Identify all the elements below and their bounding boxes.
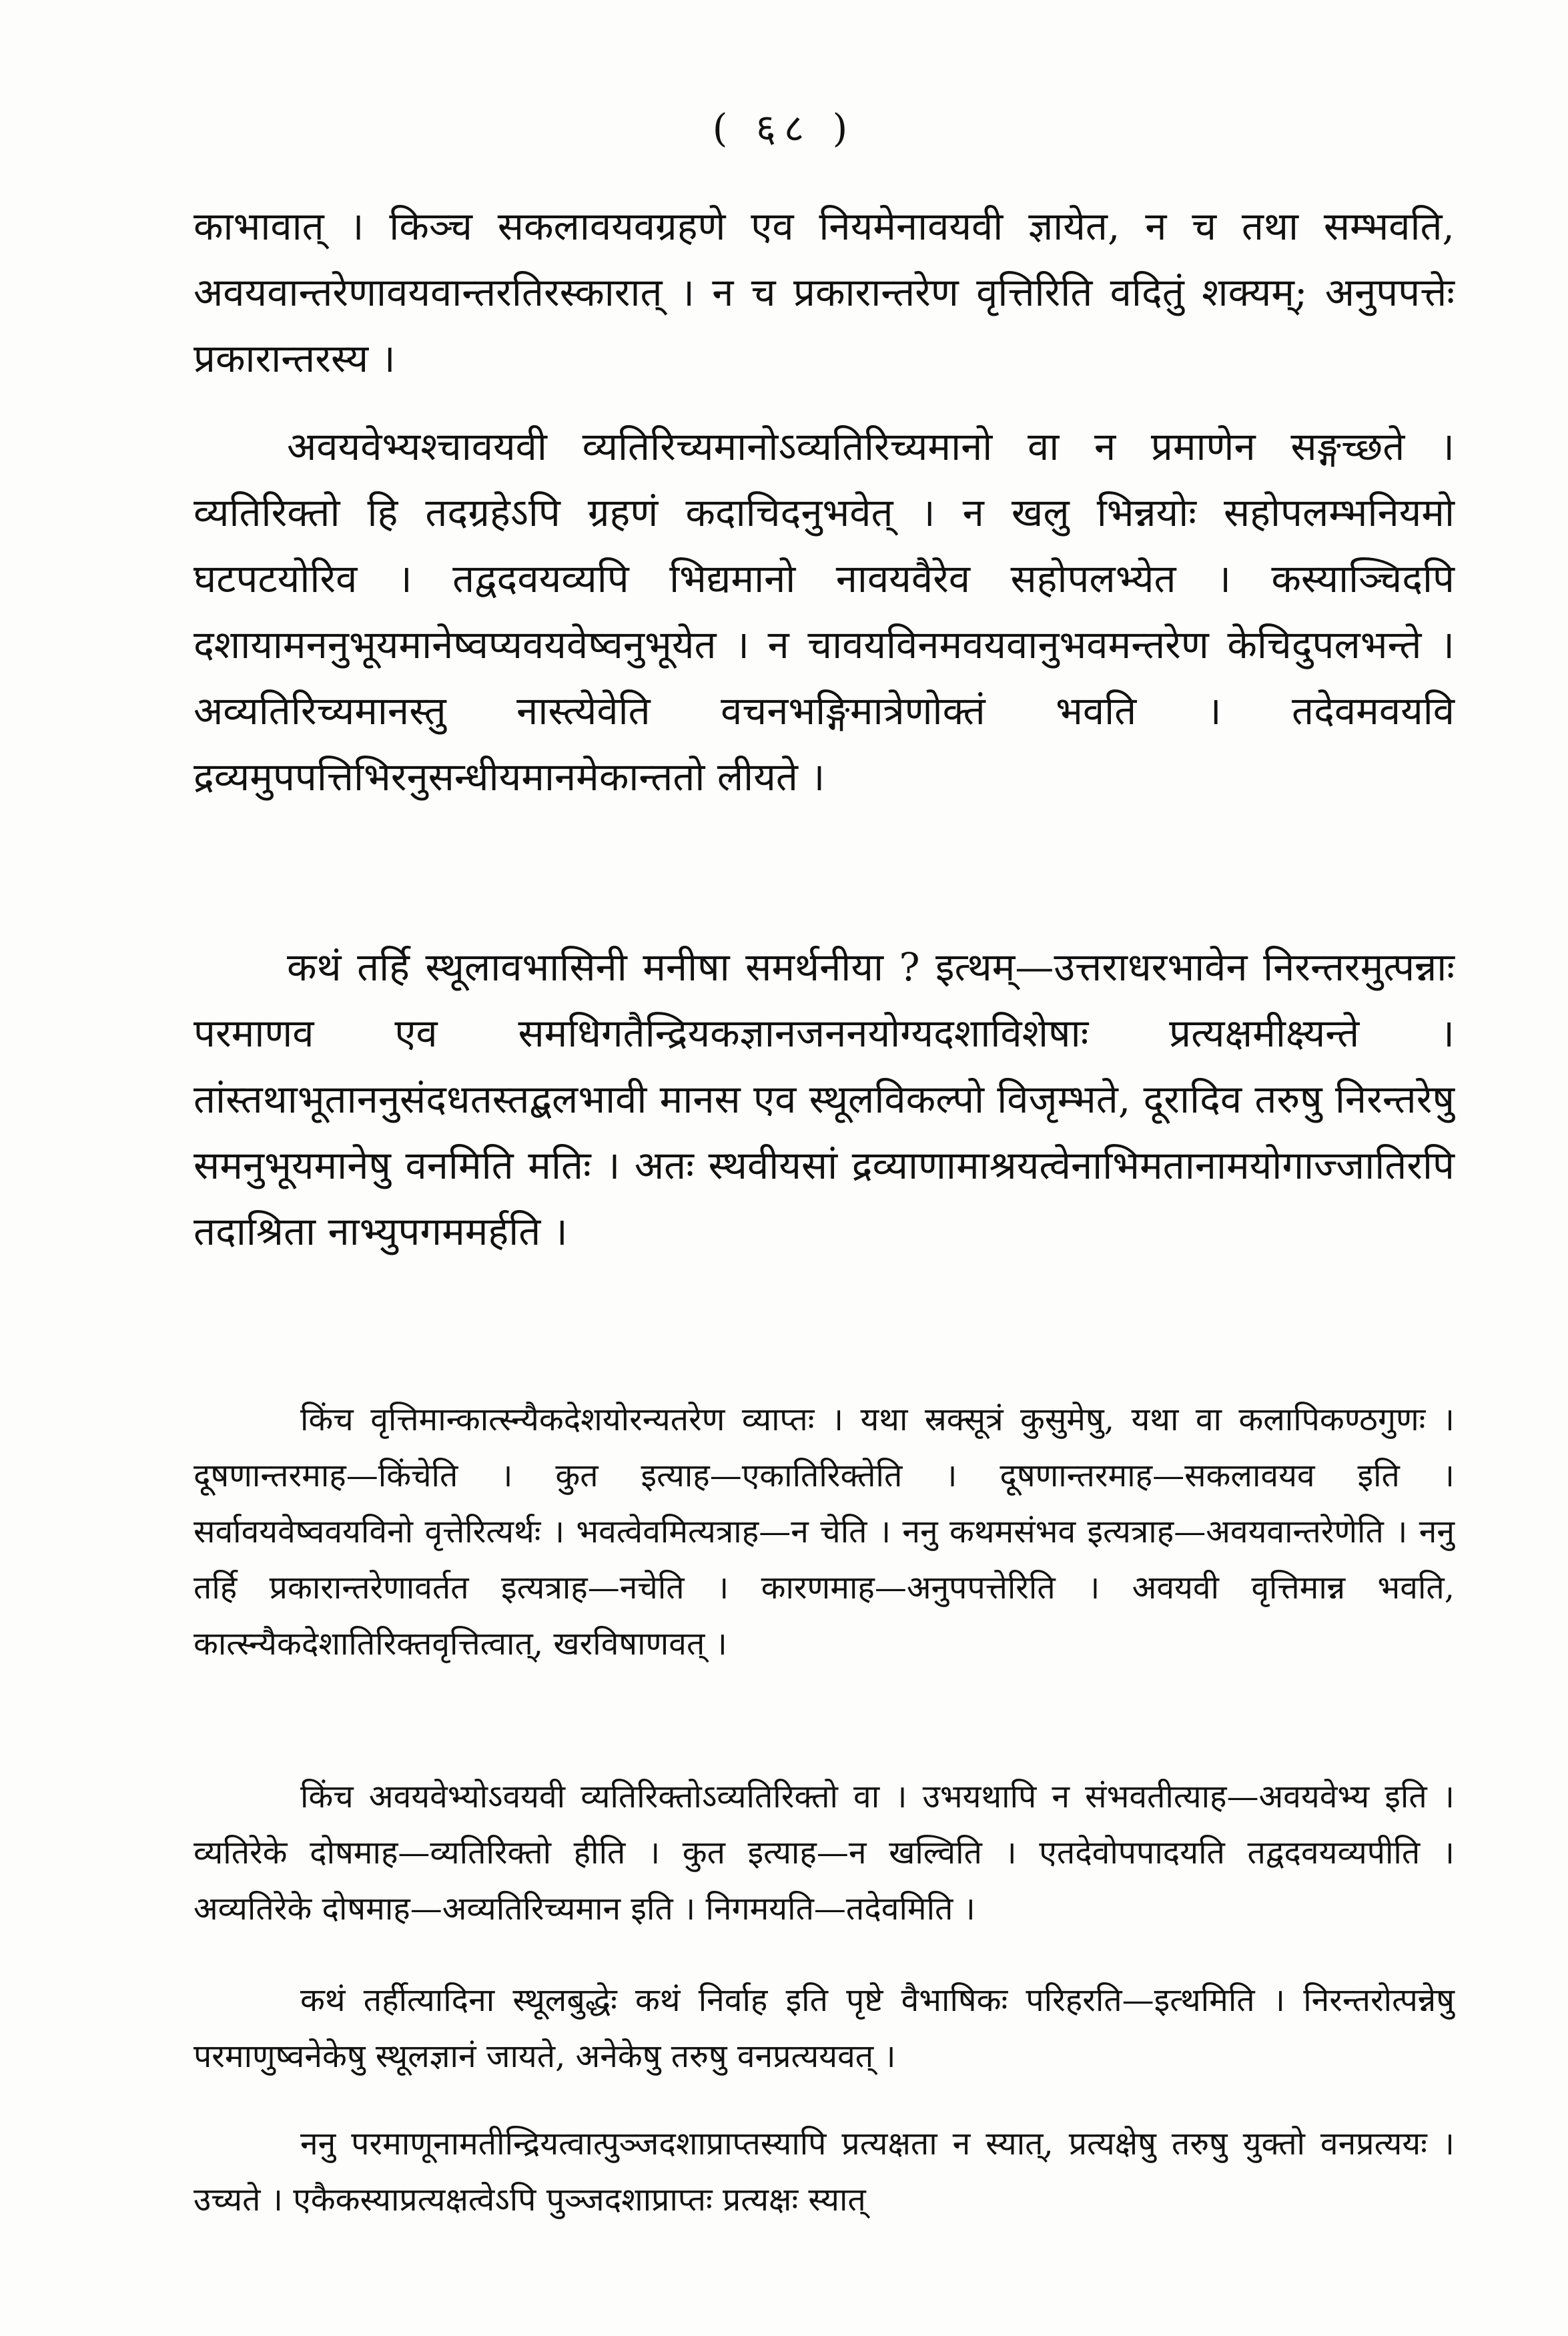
page-number: ( ६८ ) <box>712 105 856 151</box>
commentary-paragraph: ननु परमाणूनामतीन्द्रियत्वात्पुञ्जदशाप्राप्तस्यापि प्रत्यक्षता न स्यात्, प्रत्यक्षेषु तरुषु युक्तो वनप्रत्ययः । उच्यते । एकैकस्याप्रत्यक्षत्वेऽपि पुञ्जदशाप्राप्तः प्रत्यक्षः स्यात् <box>193 2125 1455 2219</box>
main-text-paragraph-2 <box>193 414 1455 810</box>
commentary-paragraph: किंच वृत्तिमान्कात्स्न्यैकदेशयोरन्यतरेण व्याप्तः । यथा स्रक्सूत्रं कुसुमेषु, यथा वा कलापिकण्ठगुणः । दूषणान्तरमाह—किंचेति । कुत इत्याह—एकातिरिक्तेति । दूषणान्तरमाह—सकलावयव इति । सर्वावयवेष्ववयविनो वृत्तेरित्यर्थः । भवत्वेवमित्यत्राह—न चेति । ननु कथमसंभव इत्यत्राह—अवयवान्तरेणेति । ननु तर्हि प्रकारान्तरेणावर्तत इत्यत्राह—नचेति । कारणमाह—अनुपपत्तेरिति । अवयवी वृत्तिमान्न भवति, कात्स्न्यैकदेशातिरिक्तवृत्तित्वात्, खरविषाणवत् । <box>193 1401 1455 1663</box>
commentary-paragraph-4 <box>193 2116 1455 2228</box>
main-paragraph: कथं तर्हि स्थूलावभासिनी मनीषा समर्थनीया ? इत्थम्—उत्तराधरभावेन निरन्तरमुत्पन्नाः परमाणव एव समधिगतैन्द्रियकज्ञानजननयोग्यदशाविशेषाः प्रत्यक्षमीक्ष्यन्ते । तांस्तथाभूताननुसंदधतस्तद्बलभावी मानस एव स्थूलविकल्पो विजृम्भते, दूरादिव तरुषु निरन्तरेषु समनुभूयमानेषु वनमिति मतिः । अतः स्थवीयसां द्रव्याणामाश्रयत्वेनाभिमतानामयोगाज्जातिरपि तदाश्रिता नाभ्युपगममर्हति । <box>193 944 1455 1254</box>
main-paragraph: अवयवेभ्यश्चावयवी व्यतिरिच्यमानोऽव्यतिरिच्यमानो वा न प्रमाणेन सङ्गच्छते । व्यतिरिक्तो हि तदग्रहेऽपि ग्रहणं कदाचिदनुभवेत् । न खलु भिन्नयोः सहोपलम्भनियमो घटपटयोरिव । तद्वदवयव्यपि भिद्यमानो नावयवैरेव सहोपलभ्येत । कस्याञ्चिदपि दशायामननुभूयमानेष्वप्यवयवेष्वनुभूयेत । न चावयविनमवयवानुभवमन्तरेण केचिदुपलभन्ते । अव्यतिरिच्यमानस्तु नास्त्येवेति वचनभङ्गिमात्रेणोक्तं भवति । तदेवमवयवि द्रव्यमुपपत्तिभिरनुसन्धीयमानमेकान्ततो लीयते । <box>193 424 1455 800</box>
commentary-paragraph: कथं तर्हीत्यादिना स्थूलबुद्धेः कथं निर्वाह इति पृष्टे वैभाषिकः परिहरति—इत्थमिति । निरन्तरोत्पन्नेषु परमाणुष्वनेकेषु स्थूलज्ञानं जायते, अनेकेषु तरुषु वनप्रत्ययवत् । <box>193 1982 1455 2075</box>
commentary-paragraph: किंच अवयवेभ्योऽवयवी व्यतिरिक्तोऽव्यतिरिक्तो वा । उभयथापि न संभवतीत्याह—अवयवेभ्य इति । व्यतिरेके दोषमाह—व्यतिरिक्तो हीति । कुत इत्याह—न खल्विति । एतदेवोपपादयति तद्वदवयव्यपीति । अव्यतिरेके दोषमाह—अव्यतिरिच्यमान इति । निगमयति—तदेवमिति । <box>193 1778 1455 1928</box>
main-paragraph: काभावात् । किञ्च सकलावयवग्रहणे एव नियमेनावयवी ज्ञायेत, न च तथा सम्भवति, अवयवान्तरेणावयवान्तरतिरस्कारात् । न च प्रकारान्तरेण वृत्तिरिति वदितुं शक्यम्; अनुपपत्तेः प्रकारान्तरस्य । <box>193 204 1455 381</box>
main-text-paragraph-3 <box>193 934 1455 1265</box>
main-text-paragraph-1 <box>193 194 1455 392</box>
commentary-paragraph-1 <box>193 1392 1455 1672</box>
commentary-paragraph-2 <box>193 1769 1455 1937</box>
commentary-paragraph-3 <box>193 1972 1455 2084</box>
